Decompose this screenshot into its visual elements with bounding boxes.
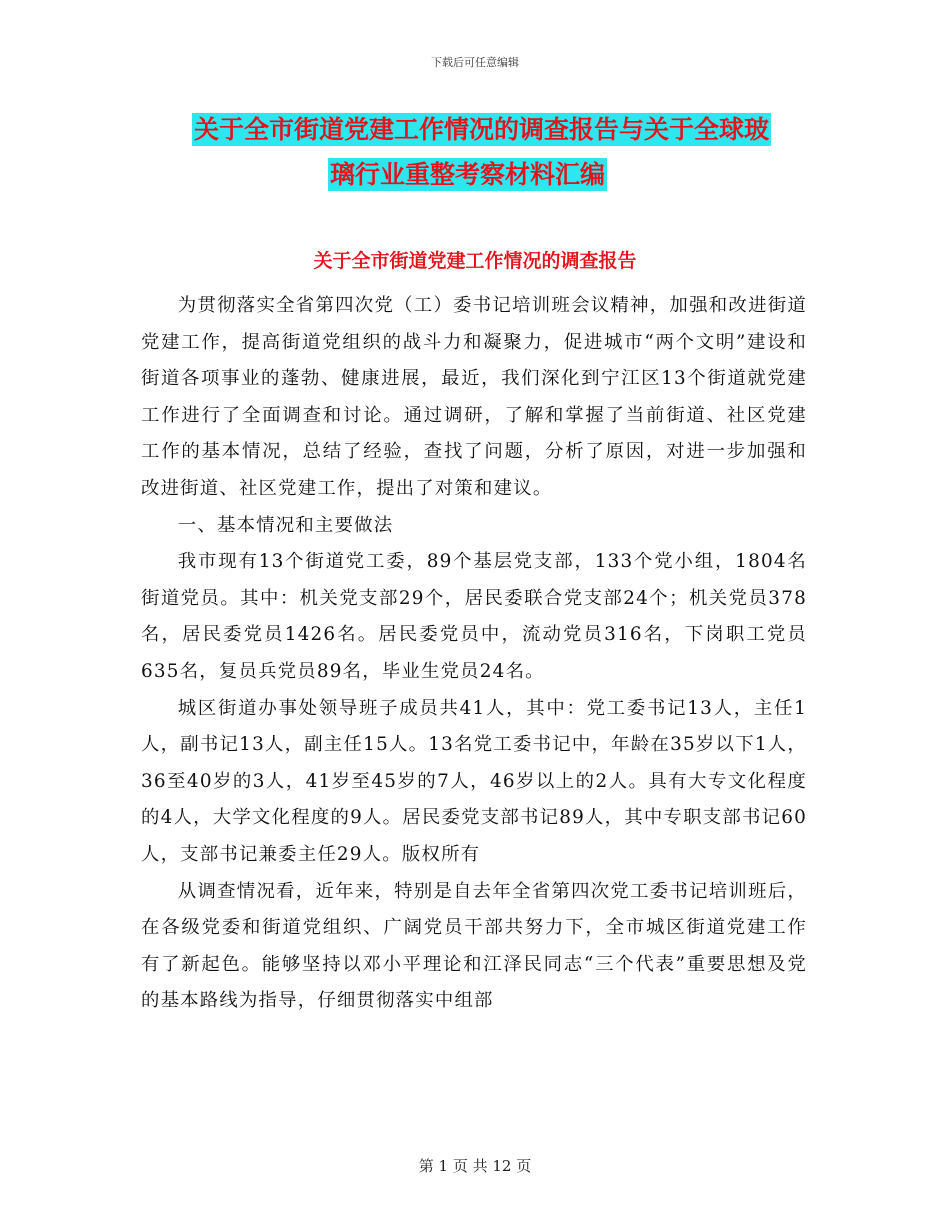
main-title-line-1-text: 关于全市街道党建工作情况的调查报告与关于全球玻 (194, 115, 770, 144)
paragraph: 从调查情况看，近年来，特别是自去年全省第四次党工委书记培训班后，在各级党委和街道党组织、广阔党员干部共努力下，全市城区街道党建工作有了新起色。能够坚持以邓小平理论和江泽民同志“三个代表”重要思想及党的基本路线为指导，仔细贯彻落实中组部 (141, 880, 807, 1012)
section-title: 关于全市街道党建工作情况的调查报告 (313, 250, 637, 272)
main-title-line-2 (328, 153, 950, 197)
main-title-line-1 (192, 108, 862, 152)
page-footer: 第 1 页 共 12 页 (418, 1157, 532, 1175)
paragraph: 城区街道办事处领导班子成员共41人，其中：党工委书记13人，主任1人，副书记13人，副主任15人。13名党工委书记中，年龄在35岁以下1人，36至40岁的3人，41岁至45岁的7人，46岁以上的2人。具有大专文化程度的4人，大学文化程度的9人。居民委党支部书记89人，其中专职支部书记60人，支部书记兼委主任29人。版权所有 (141, 697, 807, 865)
paragraph: 为贯彻落实全省第四次党（工）委书记培训班会议精神，加强和改进街道党建工作，提高街道党组织的战斗力和凝聚力，促进城市“两个文明”建设和街道各项事业的蓬勃、健康进展，最近，我们深化到宁江区13个街道就党建工作进行了全面调查和讨论。通过调研，了解和掌握了当前街道、社区党建工作的基本情况，总结了经验，查找了问题，分析了原因，对进一步加强和改进街道、社区党建工作，提出了对策和建议。 (141, 295, 807, 499)
document-body (141, 288, 807, 1020)
paragraph: 我市现有13个街道党工委，89个基层党支部，133个党小组，1804名街道党员。其中：机关党支部29个，居民委联合党支部24个；机关党员378名，居民委党员1426名。居民委党员中，流动党员316名，下岗职工党员635名，复员兵党员89名，毕业生党员24名。 (141, 551, 807, 682)
paragraph: 一、基本情况和主要做法 (177, 514, 394, 536)
header-note: 下载后可任意编辑 (431, 56, 519, 69)
main-title-line-2-text: 璃行业重整考察材料汇编 (330, 160, 606, 189)
